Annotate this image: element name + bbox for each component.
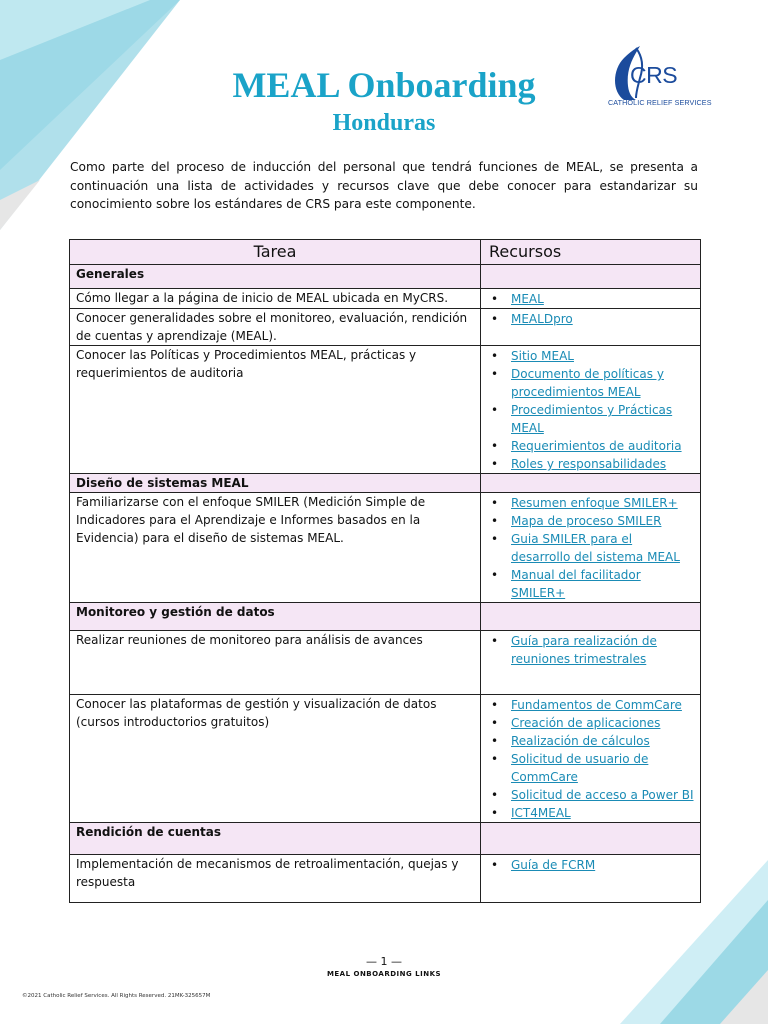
section-empty-cell [481,474,701,493]
resource-link[interactable]: Guia SMILER para el desarrollo del sistema MEAL [511,532,680,564]
resource-list-item [487,804,694,822]
resource-list [487,347,694,473]
task-cell: Cómo llegar a la página de inicio de MEAL ubicada en MyCRS. [70,289,481,309]
resource-link[interactable]: MEALDpro [511,312,573,326]
resource-list [487,632,694,668]
resource-link[interactable]: Manual del facilitador SMILER+ [511,568,641,600]
resource-list-item [487,401,694,437]
resource-link[interactable]: MEAL [511,292,544,306]
table-row [70,695,701,823]
section-row [70,474,701,493]
resource-list [487,696,694,822]
page-title: MEAL Onboarding [232,65,536,105]
table-header-row [70,240,701,265]
table-row [70,855,701,903]
resource-link[interactable]: Fundamentos de CommCare [511,698,682,712]
resources-cell [481,631,701,695]
resources-cell [481,309,701,346]
section-empty-cell [481,823,701,855]
resource-list-item [487,696,694,714]
resource-link[interactable]: Guía para realización de reuniones trimestrales [511,634,657,666]
resource-list-item [487,365,694,401]
section-title: Generales [70,265,481,289]
resource-link[interactable]: Mapa de proceso SMILER [511,514,662,528]
task-cell: Conocer las Políticas y Procedimientos MEAL, prácticas y requerimientos de auditoria [70,346,481,474]
resource-list-item [487,856,694,874]
section-title: Monitoreo y gestión de datos [70,603,481,631]
resource-link[interactable]: Resumen enfoque SMILER+ [511,496,678,510]
task-cell: Familiarizarse con el enfoque SMILER (Medición Simple de Indicadores para el Aprendizaje e Informes basados en la Evidencia) para el diseño de sistemas MEAL. [70,493,481,603]
task-cell: Realizar reuniones de monitoreo para análisis de avances [70,631,481,695]
resource-list-item [487,290,694,308]
section-title: Diseño de sistemas MEAL [70,474,481,493]
column-header-tarea: Tarea [70,240,481,265]
resource-list-item [487,714,694,732]
page-number: — 1 — [366,955,402,968]
resource-link[interactable]: Requerimientos de auditoria [511,439,682,453]
footer-label: MEAL ONBOARDING LINKS [326,970,442,978]
resource-list [487,310,694,328]
resource-list-item [487,455,694,473]
resource-link[interactable]: ICT4MEAL [511,806,571,820]
copyright-text: ©2021 Catholic Relief Services. All Rights Reserved. 21MK-325657M [22,993,211,999]
resource-link[interactable]: Sitio MEAL [511,349,574,363]
resource-list-item [487,750,694,786]
intro-paragraph: Como parte del proceso de inducción del personal que tendrá funciones de MEAL, se presenta a continuación una lista de actividades y recursos clave que debe conocer para estandarizar su conocimiento sobre los estándares de CRS para este componente. [70,160,698,211]
resources-cell [481,346,701,474]
logo-text: CRS [630,62,678,88]
resource-link[interactable]: Solicitud de acceso a Power BI [511,788,694,802]
resource-list [487,856,694,874]
resource-list-item [487,310,694,328]
task-cell: Implementación de mecanismos de retroalimentación, quejas y respuesta [70,855,481,903]
task-cell: Conocer las plataformas de gestión y visualización de datos (cursos introductorios gratuitos) [70,695,481,823]
section-empty-cell [481,603,701,631]
resource-list-item [487,494,694,512]
resource-link[interactable]: Creación de aplicaciones [511,716,661,730]
table-row [70,346,701,474]
task-cell: Conocer generalidades sobre el monitoreo, evaluación, rendición de cuentas y aprendizaje (MEAL). [70,309,481,346]
resource-link[interactable]: Solicitud de usuario de CommCare [511,752,649,784]
resource-link[interactable]: Roles y responsabilidades [511,457,667,471]
resource-list-item [487,786,694,804]
resource-link[interactable]: Procedimientos y Prácticas MEAL [511,403,673,435]
section-title: Rendición de cuentas [70,823,481,855]
onboarding-table [69,239,701,903]
resource-link[interactable]: Realización de cálculos [511,734,650,748]
resource-list-item [487,732,694,750]
resource-list-item [487,632,694,668]
section-row [70,823,701,855]
resource-list-item [487,347,694,365]
resource-link[interactable]: Documento de políticas y procedimientos MEAL [511,367,664,399]
resources-cell [481,695,701,823]
table-row [70,631,701,695]
resource-list-item [487,512,694,530]
resource-link[interactable]: Guía de FCRM [511,858,596,872]
page-subtitle: Honduras [332,110,436,136]
table-body [70,265,701,903]
section-row [70,603,701,631]
logo-subtext: CATHOLIC RELIEF SERVICES [608,98,712,107]
resource-list [487,290,694,308]
resources-cell [481,855,701,903]
resources-cell [481,289,701,309]
section-empty-cell [481,265,701,289]
table-row [70,493,701,603]
resource-list [487,494,694,602]
resources-cell [481,493,701,603]
section-row [70,265,701,289]
column-header-recursos: Recursos [481,240,701,265]
resource-list-item [487,530,694,566]
table-row [70,309,701,346]
table-row [70,289,701,309]
resource-list-item [487,437,694,455]
resource-list-item [487,566,694,602]
